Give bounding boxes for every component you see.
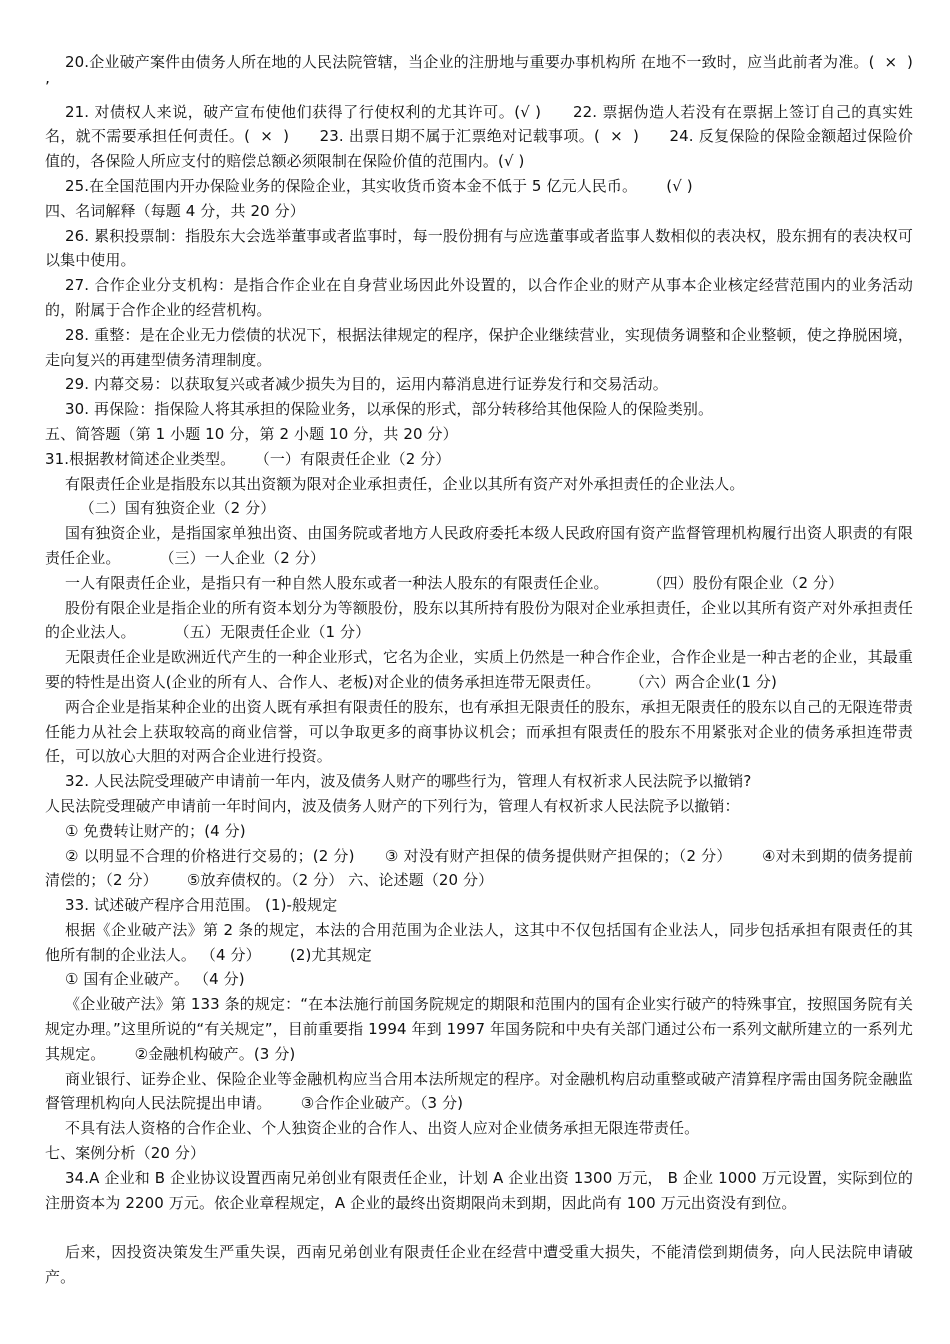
paragraph-q31: 31.根据教材简述企业类型。 （一）有限责任企业（2 分）	[45, 449, 451, 468]
document-page	[45, 50, 938, 1290]
blank-line	[45, 1215, 913, 1240]
paragraph-q32-item1: ① 免费转让财产的；(4 分)	[65, 821, 246, 840]
paragraph-q34-continued: 后来，因投资决策发生严重失误，西南兄弟创业有限责任企业在经营中遭受重大损失，不能清偿到期债务，向人民法院申请破产。	[45, 1243, 913, 1287]
paragraph-q31-limited: 有限责任企业是指股东以其出资额为限对企业承担责任，企业以其所有资产对外承担责任的企业法人。	[65, 474, 745, 493]
paragraph-q33-financial: 商业银行、证券企业、保险企业等金融机构应当合用本法所规定的程序。对金融机构启动重整或破产清算程序需由国务院金融监督管理机构向人民法院提出申请。 ③合作企业破产。（3 分)	[45, 1069, 913, 1113]
paragraph-q30: 30. 再保险：指保险人将其承担的保险业务，以承保的形式，部分转移给其他保险人的保险类别。	[65, 400, 714, 419]
paragraph-q25: 25.在全国范围内开办保险业务的保险企业，其实收货币资本金不低于 5 亿元人民币。 (√ )	[65, 176, 693, 195]
paragraph-q28: 28. 重整：是在企业无力偿债的状况下，根据法律规定的程序，保护企业继续营业，实现债务调整和企业整顿，使之挣脱困境，走向复兴的再建型债务清理制度。	[45, 325, 913, 369]
paragraph-q31-unlimited: 无限责任企业是欧洲近代产生的一种企业形式，它名为企业，实质上仍然是一种合作企业，合作企业是一种古老的企业，其最重要的特性是出资人(企业的所有人、合作人、老板)对企业的债务承担连带无限责任。 （六）两合企业(1 分)	[45, 648, 913, 691]
section-heading-short-answer: 五、简答题（第 1 小题 10 分，第 2 小题 10 分，共 20 分）	[45, 424, 458, 443]
paragraph-q33: 33. 试述破产程序合用范围。 (1)-般规定	[65, 896, 338, 915]
paragraph-q33-partnership: 不具有法人资格的合作企业、个人独资企业的合作人、出资人应对企业债务承担无限连带责任。	[65, 1119, 700, 1138]
paragraph-q32-answer: 人民法院受理破产申请前一年时间内，波及债务人财产的下列行为，管理人有权祈求人民法院予以撤销：	[45, 796, 740, 815]
paragraph-q31-two-tier: 两合企业是指某种企业的出资人既有承担有限责任的股东，也有承担无限责任的股东，承担无限责任的股东以自己的无限连带责任能力从社会上获取较高的商业信誉，可以争取更多的商事协议机会；而承担有限责任的股东不用紧张对企业的债务承担连带责任，可以放心大胆的对两合企业进行投资。	[45, 697, 913, 766]
paragraph-q26: 26. 累积投票制：指股东大会选举董事或者监事时，每一股份拥有与应选董事或者监事人数相似的表决权，股东拥有的表决权可以集中使用。	[45, 226, 913, 270]
paragraph-q33-state: ① 国有企业破产。 （4 分)	[65, 970, 245, 989]
paragraph-q31-joint-stock: 股份有限企业是指企业的所有资本划分为等额股份，股东以其所持有股份为限对企业承担责任，企业以其所有资产对外承担责任的企业法人。 （五）无限责任企业（1 分）	[45, 598, 913, 642]
paragraph-q32-items: ② 以明显不合理的价格进行交易的；(2 分) ③ 对没有财产担保的债务提供财产担保的；（2 分） ④对未到期的债务提前清偿的；（2 分） ⑤放弃债权的。（2 分） 六、论述题（20 分）	[45, 846, 913, 890]
section-heading-definitions: 四、名词解释（每题 4 分，共 20 分）	[45, 201, 305, 220]
paragraph-q32: 32. 人民法院受理破产申请前一年内，波及债务人财产的哪些行为，管理人有权祈求人民法院予以撤销?	[65, 772, 752, 791]
paragraph-q33-general: 根据《企业破产法》第 2 条的规定，本法的合用范围为企业法人，这其中不仅包括国有企业法人，同步包括承担有限责任的其他所有制的企业法人。 （4 分） (2)尤其规定	[45, 920, 913, 964]
section-heading-case: 七、案例分析（20 分）	[45, 1144, 206, 1163]
paragraph-q31-state-heading: （二）国有独资企业（2 分）	[65, 499, 276, 518]
paragraph-q27: 27. 合作企业分支机构：是指合作企业在自身营业场因此外设置的，以合作企业的财产从事本企业核定经营范围内的业务活动的，附属于合作企业的经营机构。	[45, 276, 913, 319]
paragraph-q29: 29. 内幕交易：以获取复兴或者减少损失为目的，运用内幕消息进行证券发行和交易活动。	[65, 375, 668, 394]
paragraph-q21-24: 21. 对债权人来说，破产宣布使他们获得了行使权利的尤其许可。(√ ) 22. 票据伪造人若没有在票据上签订自己的真实姓名，就不需要承担任何责任。( × ) 23. 出票日期不属于汇票绝对记载事项。( × ) 24. 反复保险的保险金额超过保险价值的，各保险人所应支付的赔偿总额必须限制在保险价值的范围内。(√ )	[45, 102, 913, 171]
paragraph-q20: 20.企业破产案件由债务人所在地的人民法院管辖，当企业的注册地与重要办事机构所 在地不一致时，应当此前者为准。( × ) ’	[45, 53, 938, 96]
paragraph-q33-art133: 《企业破产法》第 133 条的规定：“在本法施行前国务院规定的期限和范围内的国有企业实行破产的特殊事宜，按照国务院有关规定办理。”这里所说的“有关规定”，目前重要指 1994 年到 1997 年国务院和中央有关部门通过公布一系列文献所建立的一系列尤其规定。 ②金融机构破产。(3 分)	[45, 995, 913, 1063]
paragraph-q31-one-person: 一人有限责任企业，是指只有一种自然人股东或者一种法人股东的有限责任企业。 （四）股份有限企业（2 分）	[65, 573, 844, 592]
paragraph-q31-state: 国有独资企业，是指国家单独出资、由国务院或者地方人民政府委托本级人民政府国有资产监督管理机构履行出资人职责的有限责任企业。 （三）一人企业（2 分）	[45, 524, 913, 567]
paragraph-q34: 34.A 企业和 B 企业协议设置西南兄弟创业有限责任企业，计划 A 企业出资 1300 万元， B 企业 1000 万元设置，实际到位的注册资本为 2200 万元。依企业章程规定，A 企业的最终出资期限尚未到期，因此尚有 100 万元出资没有到位。	[45, 1168, 913, 1212]
